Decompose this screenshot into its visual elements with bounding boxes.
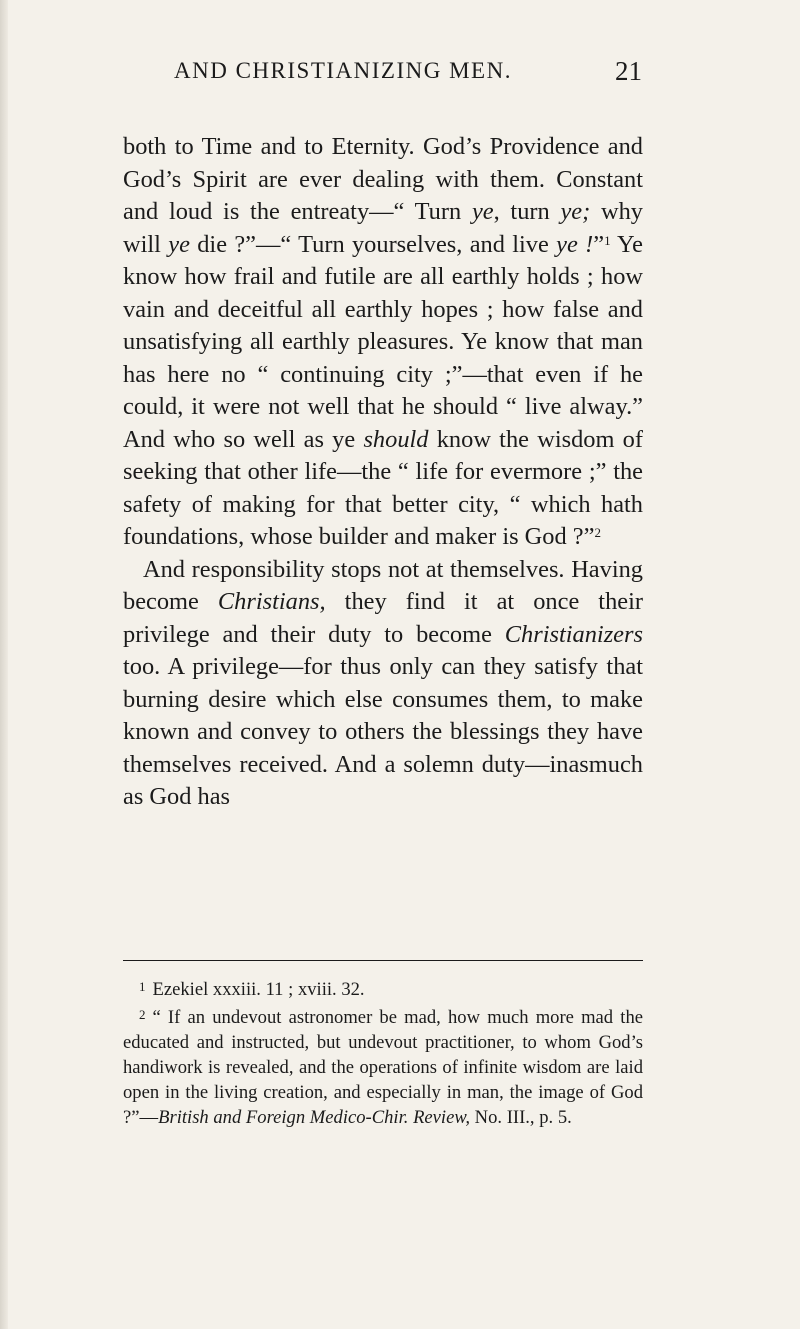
footnote-text: No. III., p. 5. — [470, 1107, 572, 1129]
page-number: 21 — [615, 56, 642, 86]
text-segment: And responsibility stops not at themselves. Having become — [123, 555, 643, 615]
footnote-marker: 1 — [139, 979, 146, 994]
italic-text: ye ! — [556, 230, 594, 258]
text-segment: too. A privilege—for thus only can they satisfy that burning desire which else consumes them, to make known and convey to others the blessings they have themselves received. And a solemn duty—inasmuch as God has — [123, 653, 643, 810]
footnote-reference-1: 1 — [604, 232, 611, 248]
page-header — [174, 58, 642, 90]
italic-text: ye — [168, 230, 190, 258]
italic-text: Christians, — [217, 588, 326, 615]
main-text — [123, 131, 643, 814]
text-segment: why will — [123, 198, 643, 258]
footnote-marker: 2 — [139, 1007, 146, 1023]
text-segment: know the wisdom of seeking that other life—the “ life for evermore ;” the safety of making for that better city, “ which hath foundations, whose builder and maker is God ?” — [123, 425, 643, 550]
footnote-divider — [123, 960, 643, 961]
italic-text: should — [363, 425, 429, 453]
footnote-reference-2: 2 — [594, 525, 601, 540]
text-segment: die ?”—“ Turn yourselves, and live — [189, 230, 557, 258]
paragraph-2 — [123, 554, 643, 814]
text-segment: both to Time and to Eternity. God’s Providence and God’s Spirit are ever dealing with them. Constant and loud is the entreaty—“ Turn — [123, 133, 643, 225]
italic-text: ye; — [560, 198, 591, 225]
footnote-citation-title: British and Foreign Medico-Chir. Review, — [158, 1107, 471, 1129]
text-segment: , turn — [493, 198, 561, 225]
paragraph-1 — [123, 131, 643, 554]
running-head: AND CHRISTIANIZING MEN. — [174, 58, 512, 83]
footnote-text: “ If an undevout astronomer be mad, how much more mad the educated and instructed, but undevout practitioner, to whom God’s handiwork is revealed, and the operations of infinite wisdom are laid open in the living creation, and especially in man, the image of God ?”— — [123, 1007, 643, 1129]
text-segment: they find it at once their privilege and their duty to become — [123, 588, 644, 648]
footnote-1 — [123, 974, 643, 1002]
italic-text: ye — [471, 198, 494, 225]
footnote-2 — [123, 1002, 643, 1130]
text-segment: ” — [593, 230, 605, 258]
page-edge-shadow — [0, 0, 8, 1329]
text-segment: Ye know how frail and futile are all earthly holds ; how vain and deceitful all earthly hopes ; how false and unsatisfying all earthly pleasures. Ye know that man has here no “ continuing city ;”—that even if he could, it were not well that he should “ live alway.” And who so well as ye — [123, 230, 643, 453]
footnote-text: Ezekiel xxxiii. 11 ; xviii. 32. — [152, 979, 365, 1000]
footnotes — [123, 974, 643, 1131]
italic-text: Christianizers — [504, 620, 643, 648]
